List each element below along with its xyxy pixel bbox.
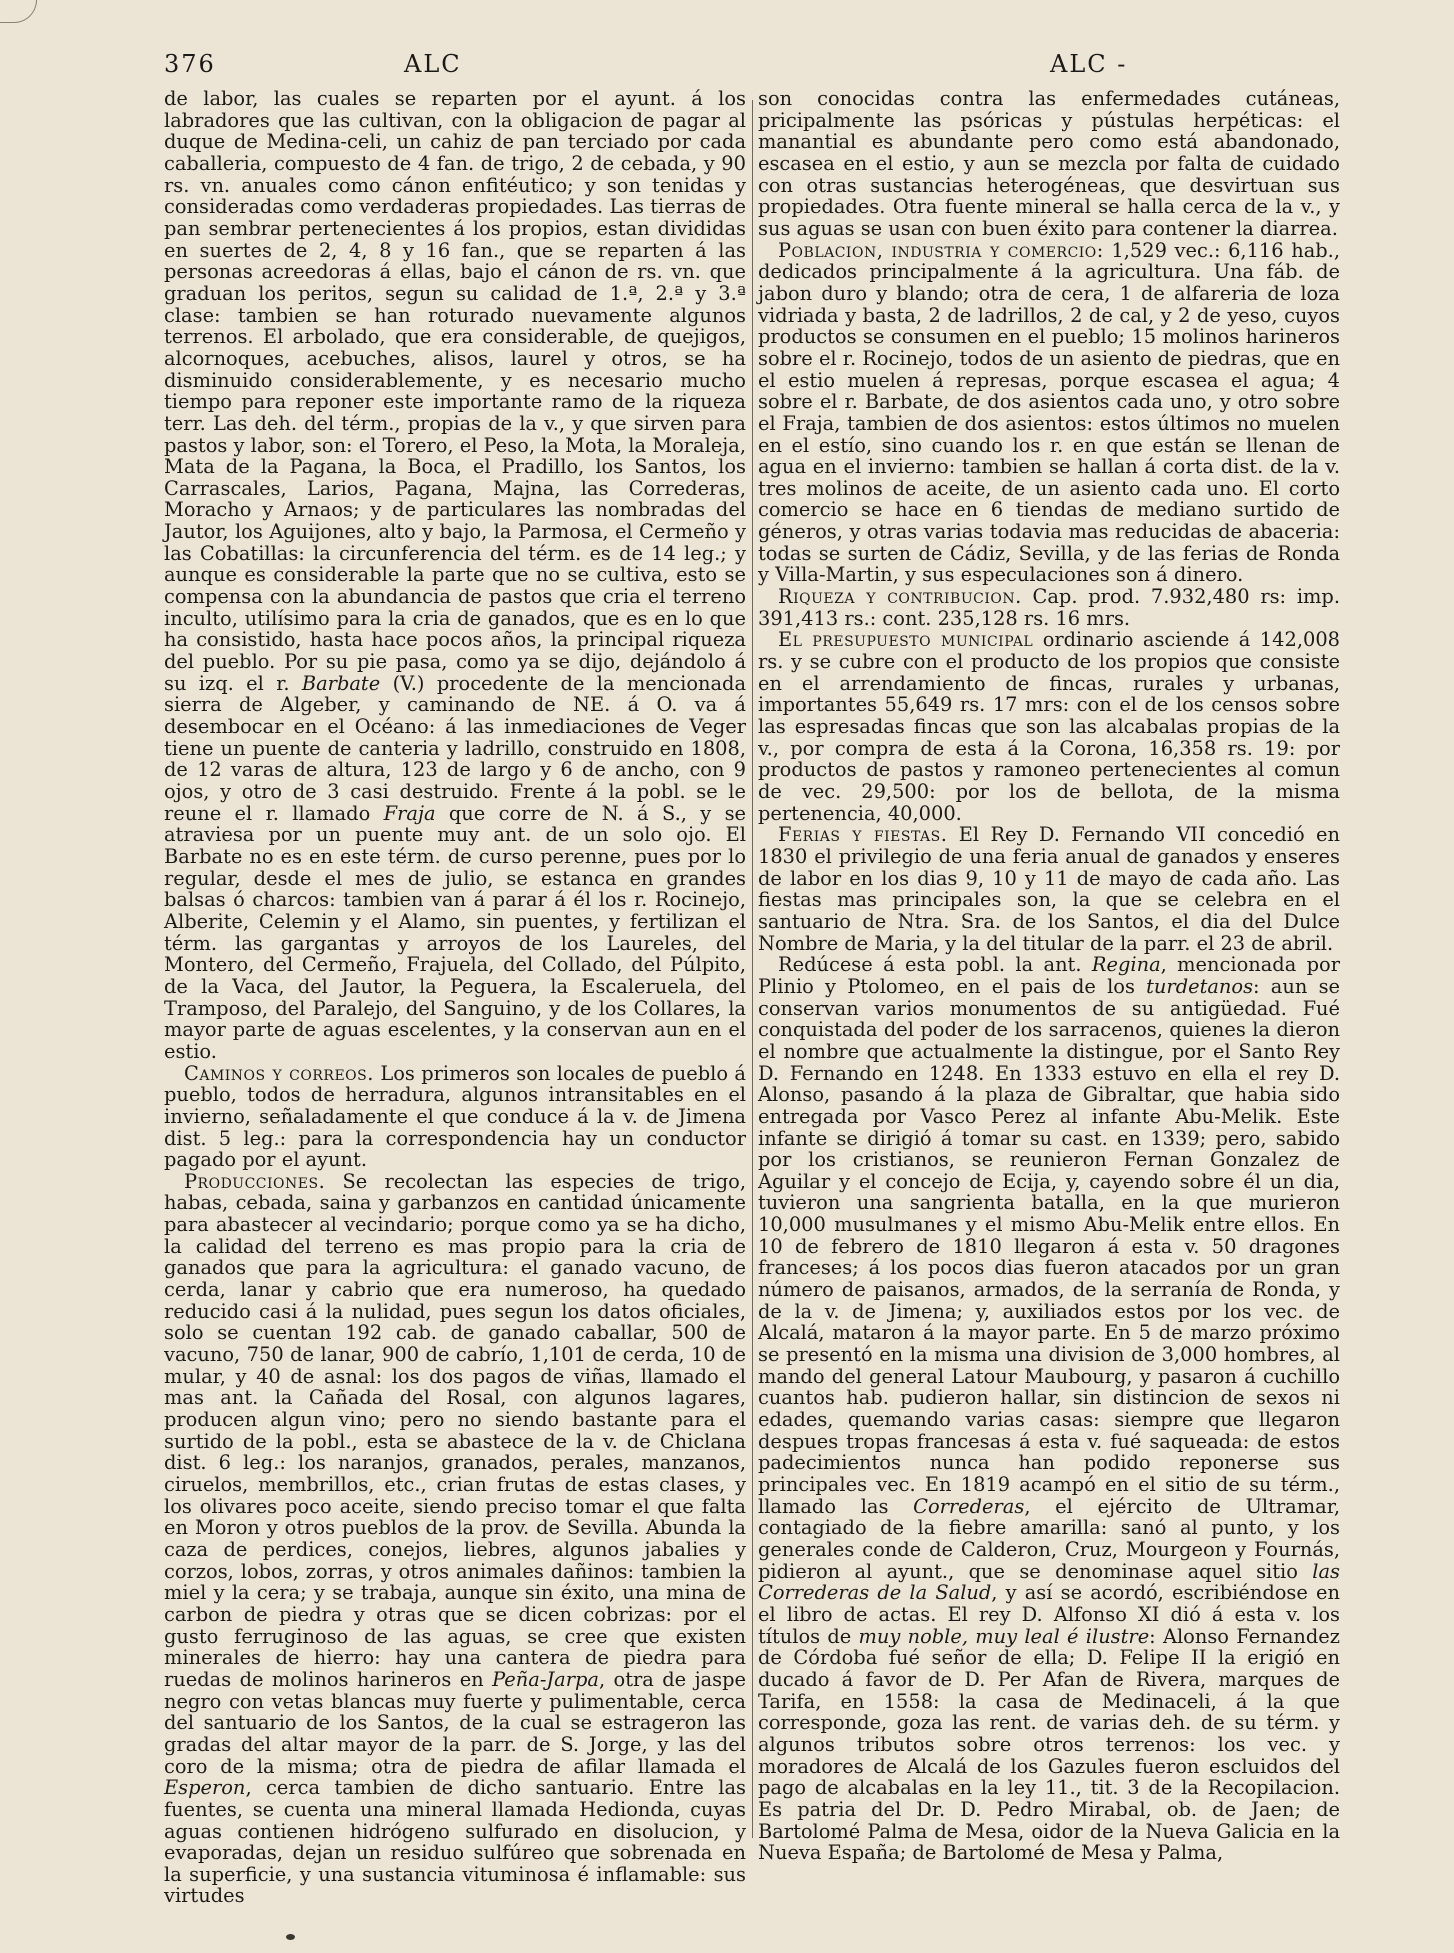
right-column [758,88,1340,1864]
section-heading: Riqueza y contribucion. [778,585,1022,609]
page-number: 376 [164,50,216,78]
paragraph-labor: de labor, las cuales se reparten por el ayunt. á los labradores que las cultivan, con la obligacion de pagar al duque de Medina-celi, un cahiz de pan terciado por cada caballeria, compuesto de 4 fan. de trigo, 2 de cebada, y 90 rs. vn. anuales como cánon enfitéutico; y son tenidas y consideradas como verdaderas propiedades. Las tierras de pan sembrar pertenecientes á los propios, estan divididas en suertes de 2, 4, 8 y 16 fan., que se reparten á las personas acreedoras á ellas, bajo el cánon de rs. vn. que graduan los peritos, segun su calidad de 1.ª, 2.ª y 3.ª clase: tambien se han roturado nuevamente algunos terrenos. El arbolado, que era considerable, de quejigos, alcornoques, acebuches, alisos, laurel y otros, se ha disminuido considerablemente, y es necesario mucho tiempo para reponer este importante ramo de la riqueza terr. Las deh. del térm., propias de la v., y que sirven para pastos y labor, son: el Torero, el Peso, la Mota, la Moraleja, Mata de la Pagana, la Boca, el Pradillo, los Santos, los Carrascales, Larios, Pagana, Majna, las Correderas, Moracho y Arnaos; y de particulares las nombradas del Jautor, los Aguijones, alto y bajo, la Parmosa, el Cermeño y las Cobatillas: la circunferencia del térm. es de 14 leg.; y aunque es considerable la parte que no se cultiva, esto se compensa con la abundancia de pastos que cria el terreno inculto, utilísimo para la cria de ganados, que es en lo que ha consistido, hasta hace pocos años, la principal riqueza del pueblo. Por su pie pasa, como ya se dijo, dejándolo á su izq. el r. Barbate (V.) procedente de la mencionada sierra de Algeber, y caminando de NE. á O. va á desembocar en el Océano: á las inmediaciones de Veger tiene un puente de canteria y ladrillo, construido en 1808, de 12 varas de altura, 123 de largo y 6 de ancho, con 9 ojos, y otro de 3 casi destruido. Frente á la pobl. se le reune el r. llamado Fraja que corre de N. á S., y se atraviesa por un puente muy ant. de un solo ojo. El Barbate no es en este térm. de curso perenne, pues por lo regular, desde el mes de julio, se estanca en grandes balsas ó charcos: tambien van á parar á él los r. Rocinejo, Alberite, Celemin y el Alamo, sin puentes, y fertilizan el térm. las gargantas y arroyos de los Laureles, del Montero, del Cermeño, Frajuela, del Collado, del Púlpito, de la Vaca, del Jautor, la Peguera, la Escaleruela, del Tramposo, del Paralejo, del Sanguino, y de los Collares, la mayor parte de aguas escelentes, y la conservan aun en el estio. [164,87,747,1063]
paragraph-historia: Redúcese á esta pobl. la ant. Regina, mencionada por Plinio y Ptolomeo, en el pais de los turdetanos: aun se conservan varios monumentos de su antigüedad. Fué conquistada del poder de los sarracenos, quienes la dieron el nombre que actualmente la distingue, por el Santo Rey D. Fernando en 1248. En 1333 estuvo en ella el rey D. Alonso, pasando á la plaza de Gibraltar, que habia sido entregada por Vasco Perez al infante Abu-Melik. Este infante se dirigió á tomar su cast. en 1339; pero, sabido por los cristianos, se reunieron Fernan Gonzalez de Aguilar y el concejo de Ecija, y, cayendo sobre él un dia, tuvieron una sangrienta batalla, en la que murieron 10,000 musulmanes y el mismo Abu-Melik entre ellos. En 10 de febrero de 1810 llegaron á esta v. 50 dragones franceses; á los pocos dias fueron atacados por un gran número de paisanos, armados, de la serranía de Ronda, y de la v. de Jimena; y, auxiliados estos por los vec. de Alcalá, mataron á la mayor parte. En 5 de marzo próximo se presentó en la misma una division de 3,000 hombres, al mando del general Latour Maubourg, y pasaron á cuchillo cuantos hab. pudieron hallar, sin distincion de sexos ni edades, quemando varias casas: siempre que llegaron despues tropas francesas á esta v. fué saqueada: de estos padecimientos nunca han podido reponerse sus principales vec. En 1819 acampó en el sitio de su térm., llamado las Correderas, el ejército de Ultramar, contagiado de la fiebre amarilla: sanó al punto, y los generales conde de Calderon, Cruz, Mourgeon y Fournás, pidieron al ayunt., que se denominase aquel sitio las Correderas de la Salud, y así se acordó, escribiéndose en el libro de actas. El rey D. Alfonso XI dió á esta v. los títulos de muy noble, muy leal é ilustre: Alonso Fernandez de Córdoba fué señor de ella; D. Felipe II la erigió en ducado á favor de D. Per Afan de Rivera, marques de Tarifa, en 1558: la casa de Medinaceli, á la que corresponde, goza las rent. de varias deh. de su térm. y algunos tributos sobre otros terrenos: los vec. y moradores de Alcalá de los Gazules fueron escluidos del pago de alcabalas en la ley 11., tit. 3 de la Recopilacion. Es patria del Dr. D. Pedro Mirabal, ob. de Jaen; de Bartolomé Palma de Mesa, oidor de la Nueva Galicia en la Nueva España; de Bartolomé de Mesa y Palma, [758,953,1340,1865]
section-heading: Caminos y correos. [184,1061,374,1085]
page-header [164,50,1290,90]
paragraph-caminos: Caminos y correos. Los primeros son locales de pueblo á pueblo, todos de herradura, algunos intransitables en el invierno, señaladamente el que conduce á la v. de Jimena dist. 5 leg.: para la correspondencia hay un conductor pagado por el ayunt. [164,1061,746,1172]
paragraph-ferias: Ferias y fiestas. El Rey D. Fernando VII concedió en 1830 el privilegio de una feria anual de ganados y enseres de labor en los dias 9, 10 y 11 de mayo de cada año. Las fiestas mas principales son, la que se celebra en el santuario de Ntra. Sra. de los Santos, el dia del Dulce Nombre de Maria, y la del titular de la parr. el 23 de abril. [758,823,1340,955]
paragraph-producciones: Producciones. Se recolectan las especies de trigo, habas, cebada, saina y garbanzos en cantidad únicamente para abastecer al vecindario; porque como ya se ha dicho, la calidad del terreno es mas propio para la cria de ganados que para la agricultura: el ganado vacuno, de cerda, lanar y cabrio que era numeroso, ha quedado reducido casi á la nulidad, pues segun los datos oficiales, solo se cuentan 192 cab. de ganado caballar, 500 de vacuno, 750 de lanar, 900 de cabrío, 1,101 de cerda, 10 de mular, y 40 de asnal: los dos pagos de viñas, llamado el mas ant. la Cañada del Rosal, con algunos lagares, producen algun vino; pero no siendo bastante para el surtido de la pobl., esta se abastece de la v. de Chiclana dist. 6 leg.: los naranjos, granados, perales, manzanos, ciruelos, membrillos, etc., crian frutas de estas clases, y los olivares poco aceite, siendo preciso tomar el que falta en Moron y otros pueblos de la prov. de Sevilla. Abunda la caza de perdices, conejos, liebres, algunos jabalies y corzos, lobos, zorras, y otros animales dañinos: tambien la miel y la cera; y se trabaja, aunque sin éxito, una mina de carbon de piedra y otras que se dicen cobrizas: por el gusto ferruginoso de las aguas, se cree que existen minerales de hierro: hay una cantera de piedra para ruedas de molinos harineros en Peña-Jarpa, otra de jaspe negro con vetas blancas muy fuerte y pulimentable, cerca del santuario de los Santos, de la cual se estrageron las gradas del altar mayor de la parr. de S. Jorge, y las del coro de la misma; otra de piedra de afilar llamada el Esperon, cerca tambien de dicho santuario. Entre las fuentes, se cuenta una mineral llamada Hedionda, cuyas aguas contienen hidrógeno sulfurado en disolucion, y evaporadas, dejan un residuo sulfúreo que sobrenada en la superficie, y una sustancia vituminosa é inflamable: sus virtudes [164,1169,746,1908]
right-running-title: ALC - [1050,50,1128,78]
paragraph-virtudes: son conocidas contra las enfermedades cutáneas, pricipalmente las psóricas y pústulas herpéticas: el manantial es abundante pero como está abandonado, escasea en el estio, y aun se mezcla por falta de cuidado con otras sustancias heterogéneas, que desvirtuan sus propiedades. Otra fuente mineral se halla cerca de la v., y sus aguas se usan con buen éxito para contener la diarrea. [758,87,1340,240]
ink-smudge [286,1934,295,1940]
column-divider [752,100,753,1838]
torn-corner-mark [0,0,37,23]
section-heading: El presupuesto municipal [778,628,1034,652]
paragraph-poblacion: Poblacion, industria y comercio: 1,529 vec.: 6,116 hab., dedicados principalmente á la agricultura. Una fáb. de jabon duro y blando; otra de cera, 1 de alfareria de loza vidriada y basta, 2 de ladrillos, 2 de cal, y 2 de yeso, cuyos productos se consumen en el pueblo; 15 molinos harineros sobre el r. Rocinejo, todos de un asiento de piedras, que en el estio muelen á represas, porque escasea el agua; 4 sobre el r. Barbate, de dos asientos cada uno, y otro sobre el Fraja, tambien de dos asientos: estos últimos no muelen en el estío, sino cuando los r. en que están se llenan de agua en el invierno: tambien se hallan á corta dist. de la v. tres molinos de aceite, de un asiento cada uno. El corto comercio se hace en 6 tiendas de mediano surtido de géneros, y otras varias todavia mas reducidas de abaceria: todas se surten de Cádiz, Sevilla, y de las ferias de Ronda y Villa-Martin, y sus especulaciones son á dinero. [758,238,1340,587]
section-heading: Poblacion, industria y comercio: [778,238,1104,262]
left-running-title: ALC [404,50,462,78]
paragraph-presupuesto: El presupuesto municipal ordinario asciende á 142,008 rs. y se cubre con el producto de los propios que consiste en el arrendamiento de fincas, rurales y urbanas, importantes 55,649 rs. 17 mrs: con el de los censos sobre las espresadas fincas que son las alcabalas propias de la v., por compra de esta á la Corona, 16,358 rs. 19: por productos de pastos y ramoneo pertenecientes al comun de vec. 29,500: por los de bellota, de la misma pertenencia, 40,000. [758,628,1340,825]
paragraph-riqueza: Riqueza y contribucion. Cap. prod. 7.932,480 rs: imp. 391,413 rs.: cont. 235,128 rs. 16 mrs. [758,585,1340,630]
section-heading: Producciones. [184,1169,326,1193]
section-heading: Ferias y fiestas. [778,823,948,847]
left-column [164,88,746,1907]
